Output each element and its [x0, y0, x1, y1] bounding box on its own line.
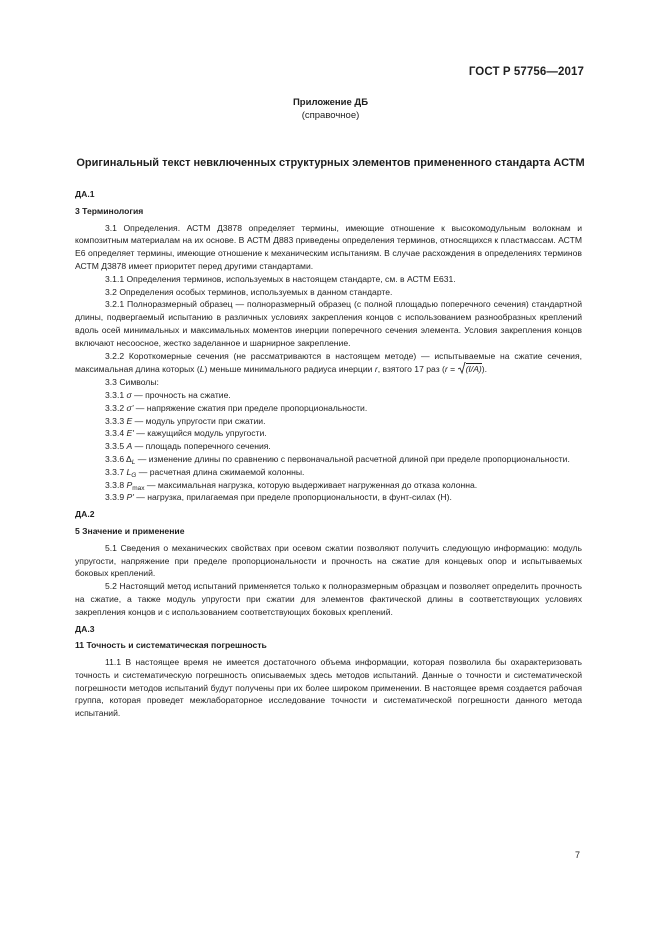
paragraph-5-1: 5.1 Сведения о механических свойствах при осевом сжатии позволяют получить следующую информацию: модуль упругости, напряжение при пределе пропорциональности и прочность на сжатие для концевых опор и испытываемых боковых креплений. [75, 542, 582, 579]
section-heading-significance: 5 Значение и применение [75, 525, 185, 536]
document-title: Оригинальный текст невключенных структурных элементов примененного стандарта АСТМ [76, 157, 585, 169]
paragraph-5-2: 5.2 Настоящий метод испытаний применяется только к полноразмерным образцам и позволяет определить прочность на сжатие, а также модуль упругости при сжатии для элементов фактической длины в соответствующих условиях закрепления концов и с использованием соответствующих боковых креплений. [75, 581, 582, 617]
square-root-icon [458, 362, 466, 374]
symbol-3-3-7: 3.3.7 $L_G$ — расчетная длина сжимаемой колонны. [105, 466, 305, 479]
document-body [75, 188, 582, 720]
section-heading-precision: 11 Точность и систематическая погрешность [75, 640, 267, 651]
symbol-3-3-3: 3.3.3 E — модуль упругости при сжатии. [105, 415, 266, 426]
symbol-3-3-1: 3.3.1 σ — прочность на сжатие. [105, 389, 231, 400]
paragraph-3-2-1: 3.2.1 Полноразмерный образец — полноразмерный образец (с полной площадью поперечного сечения) стандартной длины, подвергаемый испытанию в различных условиях закрепления концов с использованием разнообразных креплений вдоль осей минимальных и максимальных моментов инерции поперечного сечения элемента. Условия закрепления концов включают несоосное, жестко заделанное и шарнирное закрепление. [75, 299, 582, 348]
section-label-da2: ДА.2 [75, 509, 95, 520]
symbol-3-3-5: 3.3.5 A — площадь поперечного сечения. [105, 441, 271, 452]
symbol-3-3-9: 3.3.9 P' — нагрузка, прилагаемая при пределе пропорциональности, в фунт-силах (Н). [105, 492, 452, 503]
paragraph-3-1-1: 3.1.1 Определения терминов, используемых в настоящем стандарте, см. в АСТМ Е631. [105, 273, 456, 284]
appendix-label: Приложение ДБ [292, 97, 369, 108]
paragraph-3-2-2: 3.2.2 Короткомерные сечения (не рассматриваются в настоящем методе) — испытываемые на сжатие сечения, максимальная длина которых (L) меньше минимального радиуса инерции r, взятого 17 раз (r = (I/A)). [75, 350, 582, 375]
symbol-3-3-6: 3.3.6 $\Delta_L$ — изменение длины по сравнению с первоначальной расчетной длиной при пределе пропорциональности. [105, 453, 570, 466]
symbol-3-3-2: 3.3.2 σ' — напряжение сжатия при пределе пропорциональности. [105, 402, 368, 413]
symbol-3-3-8: 3.3.8 $P_{max}$ — максимальная нагрузка, которую выдерживает нагруженная до отказа колонна. [105, 479, 478, 492]
paragraph-11-1: 11.1 В настоящее время не имеется достаточного объема информации, которая позволила бы охарактеризовать точность и систематическую погрешность описываемых здесь методов испытаний. Данные о точности и систематической погрешности методов испытаний будут получены при их более широком применении. В настоящее время создается рабочая группа, которая проведет межлабораторное исследование точности и систематической погрешности данного метода испытаний. [75, 657, 582, 719]
paragraph-3-1: 3.1 Определения. АСТМ Д3878 определяет термины, имеющие отношение к высокомодульным волокнам и композитным материалам на их основе. В АСТМ Д883 приведены определения терминов, относящихся к пластмассам. АСТМ Е6 определяет термины, имеющие отношение к механическим испытаниям. В случае расхождения в определениях терминов АСТМ Д3878 имеет приоритет перед другими стандартами. [75, 222, 582, 271]
appendix-kind: (справочное) [301, 110, 360, 121]
section-label-da3: ДА.3 [75, 623, 95, 634]
standard-designation: ГОСТ Р 57756—2017 [468, 66, 584, 78]
paragraph-3-2: 3.2 Определения особых терминов, используемых в данном стандарте. [105, 286, 393, 297]
section-label-da1: ДА.1 [75, 189, 95, 199]
symbol-3-3-4: 3.3.4 E' — кажущийся модуль упругости. [105, 428, 267, 439]
section-heading-terminology: 3 Терминология [75, 205, 144, 216]
paragraph-3-3: 3.3 Символы: [105, 377, 159, 388]
page-number: 7 [574, 850, 580, 860]
